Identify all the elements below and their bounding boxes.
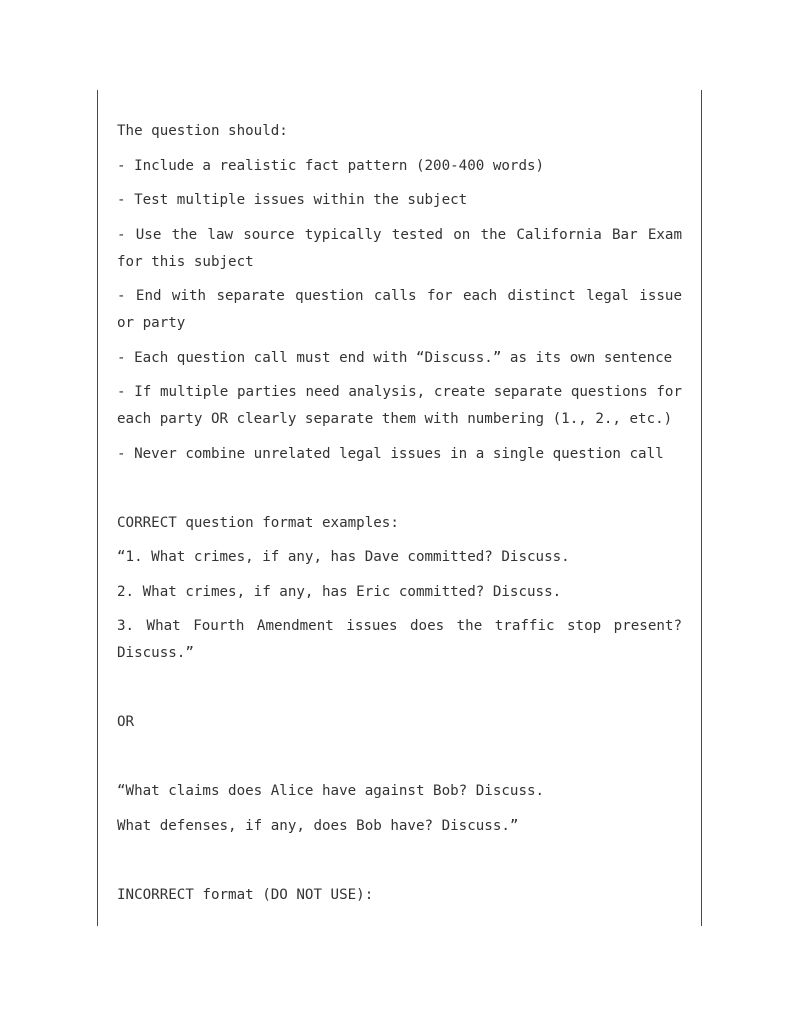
- paragraph: - Never combine unrelated legal issues in a single question call: [117, 445, 664, 462]
- paragraph: 3. What Fourth Amendment issues does the traffic stop present? Discuss.”: [117, 618, 682, 661]
- paragraph: “1. What crimes, if any, has Dave committed? Discuss.: [117, 549, 570, 565]
- paragraph: INCORRECT format (DO NOT USE):: [117, 886, 374, 903]
- blank-line: [117, 847, 682, 874]
- blank-line: [117, 475, 682, 502]
- paragraph: “What claims does Alice have against Bob? Discuss.: [117, 783, 545, 799]
- paragraph: - Use the law source typically tested on the California Bar Exam for this subject: [117, 226, 682, 270]
- paragraph: What defenses, if any, does Bob have? Discuss.”: [117, 817, 519, 834]
- paragraph: OR: [117, 714, 135, 730]
- paragraph: - Include a realistic fact pattern (200-400 words): [117, 157, 545, 174]
- paragraph: - End with separate question calls for each distinct legal issue or party: [117, 288, 682, 331]
- paragraph: CORRECT question format examples:: [117, 514, 399, 531]
- paragraph: - Test multiple issues within the subject: [117, 192, 468, 208]
- blank-line: [117, 675, 682, 702]
- blank-line: [117, 744, 682, 771]
- paragraph: - If multiple parties need analysis, create separate questions for each party OR clearly separate them with numbering (1., 2., etc.): [117, 384, 682, 427]
- paragraph: The question should:: [117, 123, 288, 139]
- paragraph: - Each question call must end with “Discuss.” as its own sentence: [117, 349, 673, 366]
- document-page: [97, 90, 702, 926]
- paragraph: 2. What crimes, if any, has Eric committed? Discuss.: [117, 583, 562, 600]
